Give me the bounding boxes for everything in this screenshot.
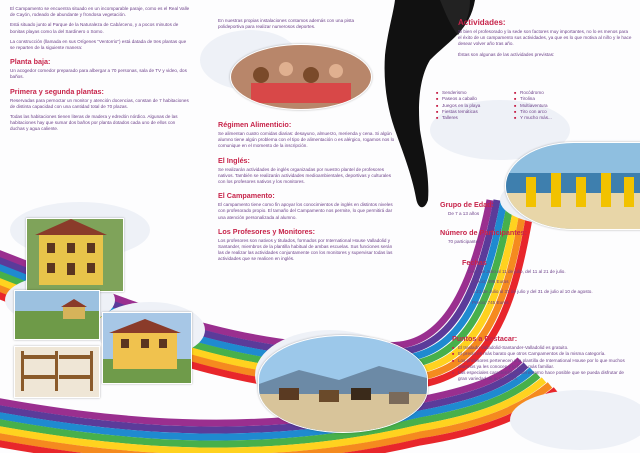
heading-fechas: Fechas bbox=[462, 258, 487, 267]
activity-item: ■ Tirolina bbox=[514, 96, 594, 102]
activities-list-left bbox=[436, 90, 516, 121]
intro-paragraph-1: El Campamento se encuentra situado en un incomparable paraje, como es el Real Valle de Cayón, rodeado de abundante y frondosa vegetación. bbox=[10, 6, 190, 18]
heading-grupo-edad: Grupo de Edad: bbox=[440, 200, 494, 209]
activity-item: ■ Juegos en la playa bbox=[436, 103, 516, 109]
heading-regimen: Régimen Alimenticio: bbox=[218, 120, 292, 129]
highlights bbox=[452, 334, 632, 383]
column-right-top bbox=[458, 18, 632, 58]
photo-landscape bbox=[14, 290, 100, 340]
precio-1: Precio: 495 Euros bbox=[472, 279, 509, 285]
planta-baja-text: Un acogedor comedor preparado para albergar a 70 personas, sala de TV y video, dos baños. bbox=[10, 68, 187, 80]
activity-item: ■ Senderismo bbox=[436, 90, 516, 96]
dates bbox=[462, 258, 632, 306]
activities-list-right bbox=[514, 90, 594, 121]
precio-2: Precio: 745 Euros bbox=[472, 299, 509, 305]
grupo-edad-value: De 7 a 13 años bbox=[448, 211, 480, 216]
column-middle-intro bbox=[218, 18, 368, 30]
highlight-item: ■ Las especiales características del entorno hace posible que se pueda disfrutar de gran variedad de actividades. bbox=[452, 370, 632, 383]
campamento-text: El campamento tiene como fin apoyar los conocimientos de inglés en distintos niveles con profesorado propio. El tamaño del Campamento nos permite, lo que permitirá dar una atención personalizada al alumno. bbox=[218, 202, 393, 220]
heading-participantes: Número de Participantes: bbox=[440, 228, 528, 237]
photo-children-group bbox=[230, 44, 372, 110]
heading-planta-baja: Planta baja: bbox=[10, 57, 51, 67]
highlight-item: ■ Los profesores pertenecen a la plantilla de International House por lo que muchos alumnos ya les conocen y lo hace más familiar. bbox=[452, 358, 632, 371]
actividades-intro: Si bien el profesorado y la sede son factores muy importantes, no lo es menos para el éxito de un campamento sus actividades, ya que es lo que motiva al niño y le hace desear volver año tras año. bbox=[458, 29, 632, 47]
profesores-text: Los profesores son nativos y titulados, formados por International House Valladolid y Santander, miembros de la plantilla habitual de ambas escuelas. Sus funciones serán las de realizar las actividades conjuntamente con los monitores y supervisar todas las actividades que se realicen en inglés. bbox=[218, 237, 393, 262]
column-middle bbox=[218, 120, 398, 263]
regimen-text: Se alimentan cuatro comidas diarias: desayuno, almuerzo, merienda y cena. Si algún alumno tiene algún problema con el tipo de alimentación o es alérgico, rogamos nos lo comunique en el momento de la inscripción. bbox=[218, 131, 395, 149]
fecha-2: Del 21 de Julio al 31 de julio y del 31 de julio al 10 de agosto. bbox=[468, 289, 593, 295]
activity-item: ■ Rocódromo bbox=[514, 90, 594, 96]
actividades-intro-2: Éstas son algunas de las actividades previstas: bbox=[458, 51, 555, 57]
highlight-item: ■ El precio es más barato que otros Campamentos de la misma categoría. bbox=[452, 351, 632, 357]
ingles-text: Se realizarán actividades de inglés organizadas por nuestro plantel de profesores nativos. También se realizarán actividades medioambientales, deportivas y culturales con los profesores nativos y los monitores. bbox=[218, 166, 392, 185]
photo-bunk-beds bbox=[14, 346, 100, 398]
highlight-item: ■ El traslado Valladolid-Santander-Valladolid es gratuito. bbox=[452, 345, 632, 351]
photo-house-side bbox=[102, 312, 192, 384]
primera-text: Reservadas para pernoctar un monitor y atención docencias, constan de 7 habitaciones de distinta capacidad con una cantidad total de 70 plazas. bbox=[10, 97, 189, 109]
primera-text-2: Todas las habitaciones tienen literas de madera y edredón nórdico. Algunas de las habitaciones hay que sumar dos baños por planta dotados cada uno de ellos con duchas y agua caliente. bbox=[10, 114, 178, 132]
activity-item: ■ Paseos a caballo bbox=[436, 96, 516, 102]
activity-item: ■ Y mucho más... bbox=[514, 115, 594, 121]
activity-item: ■ Tiro con arco bbox=[514, 109, 594, 115]
heading-profesores: Los Profesores y Monitores: bbox=[218, 226, 316, 236]
intro-paragraph-2: Está situado junto al Parque de la Naturaleza de Cabárceno, y a pocos minutos de bonitas playas como la del Sardinero o Somo. bbox=[10, 22, 179, 34]
column-left bbox=[10, 6, 190, 133]
fecha-1: Del 1 de Julio al 11 de julio, del 11 al 21 de julio. bbox=[468, 269, 566, 274]
photo-house-main bbox=[26, 218, 124, 292]
intro-paragraph-3: La construcción (llamada en sus Orígenes "Ventorrio") está datada de tres plantas que se reparten de la siguiente manera: bbox=[10, 38, 187, 51]
heading-primera-segunda: Primera y segunda plantas: bbox=[10, 86, 104, 96]
heading-puntos: Puntos a Destacar: bbox=[452, 334, 518, 343]
heading-campamento: El Campamento: bbox=[218, 191, 275, 201]
activity-item: ■ Fiestas temáticas bbox=[436, 109, 516, 115]
heading-actividades: Actividades: bbox=[458, 18, 506, 27]
heading-ingles: El Inglés: bbox=[218, 155, 250, 165]
activity-item: ■ Multiaventura bbox=[514, 103, 594, 109]
participantes-value: 70 participantes. bbox=[448, 239, 482, 244]
photo-horse-riding bbox=[258, 335, 428, 433]
participants bbox=[440, 228, 590, 245]
age-group bbox=[440, 200, 550, 217]
middle-intro: En nuestras propias instalaciones contamos además con una pista polideportiva para realizar numerosos deportes. bbox=[218, 18, 355, 30]
activity-item: ■ Talleres bbox=[436, 115, 516, 121]
